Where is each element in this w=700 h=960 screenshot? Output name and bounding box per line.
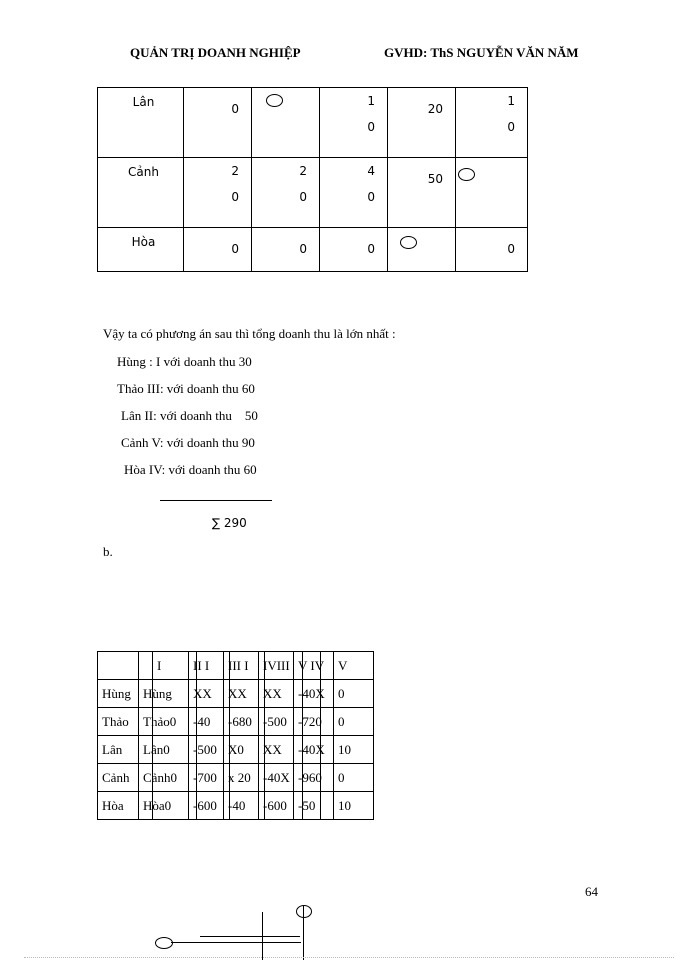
- table-cell: Hùng: [139, 680, 189, 708]
- table-cell: 0: [334, 708, 374, 736]
- table-cell: 10: [334, 736, 374, 764]
- table-cell: -600: [259, 792, 294, 820]
- cell-value: 4: [367, 164, 375, 178]
- table-header-row: [98, 652, 374, 680]
- sum-total: ∑ 290: [212, 516, 247, 530]
- table-row: [98, 708, 374, 736]
- plan-line: Thảo III: với doanh thu 60: [117, 381, 255, 396]
- plan-line: Cảnh V: với doanh thu 90: [121, 435, 255, 450]
- strike-line: [196, 651, 197, 819]
- table-cell: Thảo0: [139, 708, 189, 736]
- table-row: [98, 158, 528, 228]
- table-row: [98, 764, 374, 792]
- cell-value: 2: [231, 164, 239, 178]
- table-cell: Hòa: [98, 792, 139, 820]
- table-row: [98, 792, 374, 820]
- strike-line: [320, 651, 321, 819]
- plan-line: Hùng : I với doanh thu 30: [117, 354, 252, 369]
- table-cell: -40X: [294, 680, 334, 708]
- header-cell: V: [334, 652, 374, 680]
- header-cell: III I: [224, 652, 259, 680]
- table-cell: -50: [294, 792, 334, 820]
- table-cell: -40: [224, 792, 259, 820]
- table-row: [98, 228, 528, 272]
- cell-value: 0: [231, 190, 239, 204]
- cell-value: 20: [427, 102, 443, 116]
- table-row: [98, 680, 374, 708]
- figure-line: [262, 912, 263, 960]
- cell-value: 0: [367, 120, 375, 134]
- plan-line: Lân II: với doanh thu 50: [121, 408, 258, 423]
- cell-value: 0: [507, 120, 515, 134]
- cell-value: 0: [367, 190, 375, 204]
- figure-line: [171, 942, 301, 943]
- circle-mark: [458, 168, 475, 181]
- cell-value: 1: [507, 94, 515, 108]
- header-cell: II I: [189, 652, 224, 680]
- strike-line: [302, 651, 303, 819]
- row-name: Hòa: [131, 235, 156, 249]
- cell-value: 0: [299, 242, 307, 256]
- page-edge: [24, 957, 674, 958]
- header-cell: I: [139, 652, 189, 680]
- cell-value: 0: [299, 190, 307, 204]
- header-instructor: GVHD: ThS NGUYỄN VĂN NĂM: [384, 45, 579, 60]
- assignment-table: [97, 87, 527, 271]
- cell-value: 0: [231, 102, 239, 116]
- table-cell: Thảo: [98, 708, 139, 736]
- row-name: Cảnh: [128, 165, 159, 179]
- conclusion-text: Vậy ta có phương án sau thì tổng doanh thu là lớn nhất :: [103, 326, 396, 341]
- circle-mark: [266, 94, 283, 107]
- cell-value: 0: [231, 242, 239, 256]
- table-cell: Lân: [98, 736, 139, 764]
- header-cell: [98, 652, 139, 680]
- table-cell: -680: [224, 708, 259, 736]
- table-cell: -500: [259, 708, 294, 736]
- table-cell: XX: [224, 680, 259, 708]
- circle-mark: [296, 905, 312, 918]
- section-label: b.: [103, 544, 113, 559]
- table-cell: Cảnh: [98, 764, 139, 792]
- page-number: 64: [585, 884, 598, 899]
- table-cell: -40X: [259, 764, 294, 792]
- row-name: Lân: [132, 95, 155, 109]
- table-cell: 10: [334, 792, 374, 820]
- circle-mark: [155, 937, 173, 949]
- table-cell: 0: [334, 680, 374, 708]
- cell-value: 0: [507, 242, 515, 256]
- strike-line: [264, 651, 265, 819]
- table-cell: XX: [189, 680, 224, 708]
- table-cell: XX: [259, 736, 294, 764]
- table-cell: x 20: [224, 764, 259, 792]
- plan-line: Hòa IV: với doanh thu 60: [124, 462, 257, 477]
- header-course-title: QUẢN TRỊ DOANH NGHIỆP: [130, 45, 301, 60]
- table-cell: -40X: [294, 736, 334, 764]
- reduced-matrix-table: [97, 651, 373, 819]
- table-cell: -700: [189, 764, 224, 792]
- table-row: [98, 88, 528, 158]
- strike-line: [152, 651, 153, 819]
- figure-line: [200, 936, 300, 937]
- table-cell: Cảnh0: [139, 764, 189, 792]
- table-cell: -500: [189, 736, 224, 764]
- sum-divider: [160, 500, 272, 501]
- table-cell: -40: [189, 708, 224, 736]
- cell-value: 1: [367, 94, 375, 108]
- table-cell: XX: [259, 680, 294, 708]
- cell-value: 0: [367, 242, 375, 256]
- cell-value: 2: [299, 164, 307, 178]
- table-row: [98, 736, 374, 764]
- header-cell: IVIII: [259, 652, 294, 680]
- table-cell: Lân0: [139, 736, 189, 764]
- table-cell: -600: [189, 792, 224, 820]
- table-cell: 0: [334, 764, 374, 792]
- header-cell: V IV: [294, 652, 334, 680]
- table-cell: -960: [294, 764, 334, 792]
- table-cell: -720: [294, 708, 334, 736]
- table-cell: Hùng: [98, 680, 139, 708]
- table-cell: Hòa0: [139, 792, 189, 820]
- strike-line: [229, 651, 230, 819]
- circle-mark: [400, 236, 417, 249]
- cell-value: 50: [427, 172, 443, 186]
- table-cell: X0: [224, 736, 259, 764]
